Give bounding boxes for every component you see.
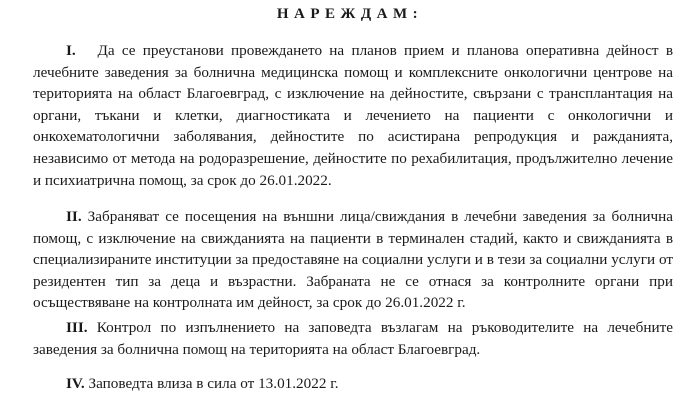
paragraph-4-number: IV. xyxy=(66,375,85,392)
paragraph-4-text: Заповедта влиза в сила от 13.01.2022 г. xyxy=(88,375,339,392)
paragraph-3 xyxy=(33,317,673,360)
paragraph-1-number: I. xyxy=(66,42,76,59)
paragraph-3-number: III. xyxy=(66,319,88,336)
paragraph-2-text: Забраняват се посещения на външни лица/свиждания в лечебни заведения за болнична помощ, с изключение на свижданията на пациенти в терминален стадий, както и свижданията в специализираните институции за предоставяне на социални услуги и в тези за социални услуги от резидентен тип за деца и възрастни. Забраната не се отнася за контролните органи при осъществяване на контролната им дейност, за срок до 26.01.2022 г. xyxy=(33,208,673,312)
paragraph-3-text: Контрол по изпълнението на заповедта възлагам на ръководителите на лечебните заведения за болнична помощ на територията на област Благоевград. xyxy=(33,319,674,358)
paragraph-4 xyxy=(33,373,673,395)
paragraph-2-number: II. xyxy=(66,208,82,225)
document-heading: НАРЕЖДАМ: xyxy=(276,6,424,22)
paragraph-1-text: Да се преустанови провеждането на планов прием и планова оперативна дейност в лечебните заведения за болнична медицинска помощ и комплексните онкологични центрове на територията на област Благоевград, с изключение на дейностите, свързани с трансплантация на органи, тъкани и клетки, диагностиката и лечението на пациенти с онкологични и онкохематологични заболявания, дейностите по асистирана репродукция и ражданията, независимо от метода на родоразрешение, дейностите по рехабилитация, продължително лечение и психиатрична помощ, за срок до 26.01.2022. xyxy=(33,42,674,189)
paragraph-2 xyxy=(33,206,673,314)
paragraph-1 xyxy=(33,40,673,191)
